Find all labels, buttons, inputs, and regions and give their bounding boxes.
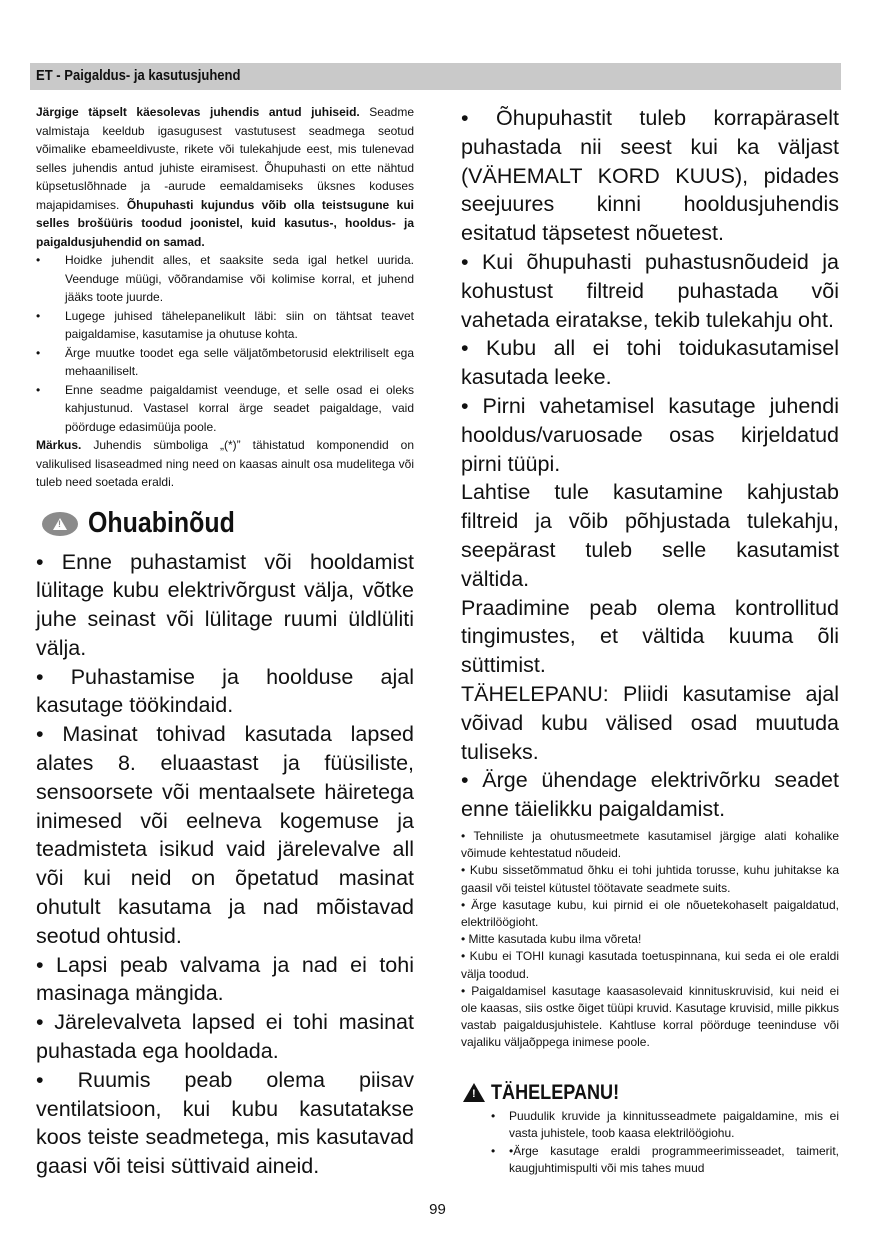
- warning-paragraph: • Masinat tohivad kasutada lapsed alates 8. eluaastast ja füüsiliste, sensoorsete või mentaalsete häiretega inimesed või eelneva kogemuse ja teadmisteta isikud vaid järelevalve all või kui neid on õpetatud masinat ohutult kasutama ja nad mõistavad seotud ohtusid.: [36, 722, 414, 948]
- section-header-bar: [30, 63, 841, 90]
- list-item: • Puudulik kruvide ja kinnitusseadmete paigaldamine, mis ei vasta juhistele, toob kaasa elektrilöögiohu.: [461, 1108, 839, 1143]
- safety-paragraph: • Pirni vahetamisel kasutage juhendi hooldus/varuosade osas kirjeldatud pirni tüüpi.: [461, 393, 839, 476]
- intro-bullet-list: [36, 251, 414, 436]
- safety-paragraph: • Õhupuhastit tuleb korrapäraselt puhastada nii seest kui ka väljast (VÄHEMALT KORD KUUS), pidades seejuures kinni hooldusjuhendis esitatud täpsetest nõuetest.: [461, 106, 839, 246]
- left-column: [36, 103, 414, 1181]
- intro-text: [36, 103, 414, 251]
- small-paragraph: • Tehniliste ja ohutusmeetmete kasutamisel järgige alati kohalike võimude kehtestatud nõudeid.: [461, 828, 839, 861]
- small-paragraph: • Mitte kasutada kubu ilma võreta!: [461, 932, 642, 947]
- intro-liability-text: Seadme valmistaja keeldub igasugusest vastutusest seadmega seotud võimalike ebameeldivuste, rikete või tulekahjude eest, mis tulenevad selles juhendis antud juhiste eiramisest. Õhupuhasti on ette nähtud küpsetuslõhnade ja -aurude eemaldamiseks üksnes koduses majapidamises.: [36, 105, 414, 212]
- warning-paragraph: • Enne puhastamist või hooldamist lülitage kubu elektrivõrgust välja, võtke juhe seinast või lülitage ruumi üldlüliti välja.: [36, 549, 414, 660]
- attention-list: [461, 1108, 839, 1178]
- warning-heading-block: [36, 504, 414, 544]
- warning-triangle-icon: [463, 1083, 485, 1102]
- section-header-title: ET - Paigaldus- ja kasutusjuhend: [36, 68, 241, 84]
- list-item: • Hoidke juhendit alles, et saaksite seda igal hetkel uurida. Veenduge müügi, võõrandamise või kolimise korral, et juhend jääks toote juurde.: [36, 251, 414, 307]
- warning-heading: Ohuabinõud: [88, 507, 235, 539]
- attention-heading: TÄHELEPANU!: [491, 1080, 620, 1104]
- warning-paragraph: • Ruumis peab olema piisav ventilatsioon, kui kubu kasutatakse koos teiste seadmetega, mis kasutavad gaasi või teisi süttivaid aineid.: [36, 1067, 414, 1179]
- note-text: Juhendis sümboliga „(*)” tähistatud komponendid on valikulised lisaseadmed ning need on kaasas ainult osa mudelitega või tuleb need soetada eraldi.: [36, 438, 414, 489]
- attention-heading-block: [461, 1078, 839, 1108]
- page-number: 99: [429, 1201, 446, 1218]
- list-item: • •Ärge kasutage eraldi programmeerimisseadet, taimerit, kaugjuhtimispulti või mis tahes muud: [461, 1143, 839, 1178]
- note-label: Märkus.: [36, 438, 82, 452]
- warning-paragraphs: [36, 548, 414, 1182]
- safety-paragraph: Praadimine peab olema kontrollitud tingimustes, et vältida kuuma õli süttimist.: [461, 595, 839, 678]
- safety-paragraph: • Kui õhupuhasti puhastusnõudeid ja kohustust filtreid puhastada või vahetada eiratakse, tekib tulekahju oht.: [461, 249, 839, 332]
- warning-icon: [42, 512, 78, 536]
- large-paragraphs: [461, 104, 839, 824]
- warning-paragraph: • Lapsi peab valvama ja nad ei tohi masinaga mängida.: [36, 952, 414, 1006]
- right-column: [461, 103, 839, 1178]
- safety-paragraph: • Kubu all ei tohi toidukasutamisel kasutada leeke.: [461, 336, 839, 390]
- small-paragraph: • Paigaldamisel kasutage kaasasolevaid kinnituskruvisid, kui neid ei ole kaasas, siis ostke õiget tüüpi kruvid. Kasutage kruvisid, mille pikkus vastab paigaldusjuhistele. Kahtluse korral pöörduge teeninduse või vajaliku väljaõppega inimese poole.: [461, 983, 839, 1050]
- list-item: • Lugege juhised tähelepanelikult läbi: siin on tähtsat teavet paigaldamise, kasutamise ja ohutuse kohta.: [36, 307, 414, 344]
- note-paragraph: [36, 436, 414, 492]
- warning-paragraph: • Järelevalveta lapsed ei tohi masinat puhastada ega hooldada.: [36, 1010, 414, 1064]
- small-paragraph: • Kubu sissetõmmatud õhku ei tohi juhtida torusse, kuhu juhitakse ka gaasil või teistel kütustel töötavate seadmete suits.: [461, 863, 839, 895]
- safety-paragraph: Lahtise tule kasutamine kahjustab filtreid ja võib põhjustada tulekahju, seepärast tuleb selle kasutamist vältida.: [461, 480, 839, 591]
- intro-design-note: Õhupuhasti kujundus võib olla teistsugune kui selles brošüüris toodud joonistel, kuid kasutus-, hooldus- ja paigaldusjuhendid on samad.: [36, 197, 414, 249]
- small-paragraphs: [461, 828, 839, 1052]
- small-paragraph: • Kubu ei TOHI kunagi kasutada toetuspinnana, kui seda ei ole eraldi välja toodud.: [461, 949, 839, 981]
- list-item: • Enne seadme paigaldamist veenduge, et selle osad ei oleks kahjustunud. Vastasel korral ärge seadet paigaldage, vaid pöörduge edasimüüja poole.: [36, 381, 414, 437]
- warning-paragraph: • Puhastamise ja hoolduse ajal kasutage töökindaid.: [36, 664, 414, 718]
- intro-bold-statement: Järgige täpselt käesolevas juhendis antud juhiseid.: [36, 105, 360, 119]
- small-paragraph: • Ärge kasutage kubu, kui pirnid ei ole nõuetekohaselt paigaldatud, elektrilöögioht.: [461, 897, 839, 929]
- list-item: • Ärge muutke toodet ega selle väljatõmbetorusid elektriliselt ega mehaaniliselt.: [36, 344, 414, 381]
- safety-paragraph: • Ärge ühendage elektrivõrku seadet enne täielikku paigaldamist.: [461, 768, 839, 822]
- safety-paragraph: TÄHELEPANU: Pliidi kasutamise ajal võivad kubu välised osad muutuda tuliseks.: [461, 681, 839, 764]
